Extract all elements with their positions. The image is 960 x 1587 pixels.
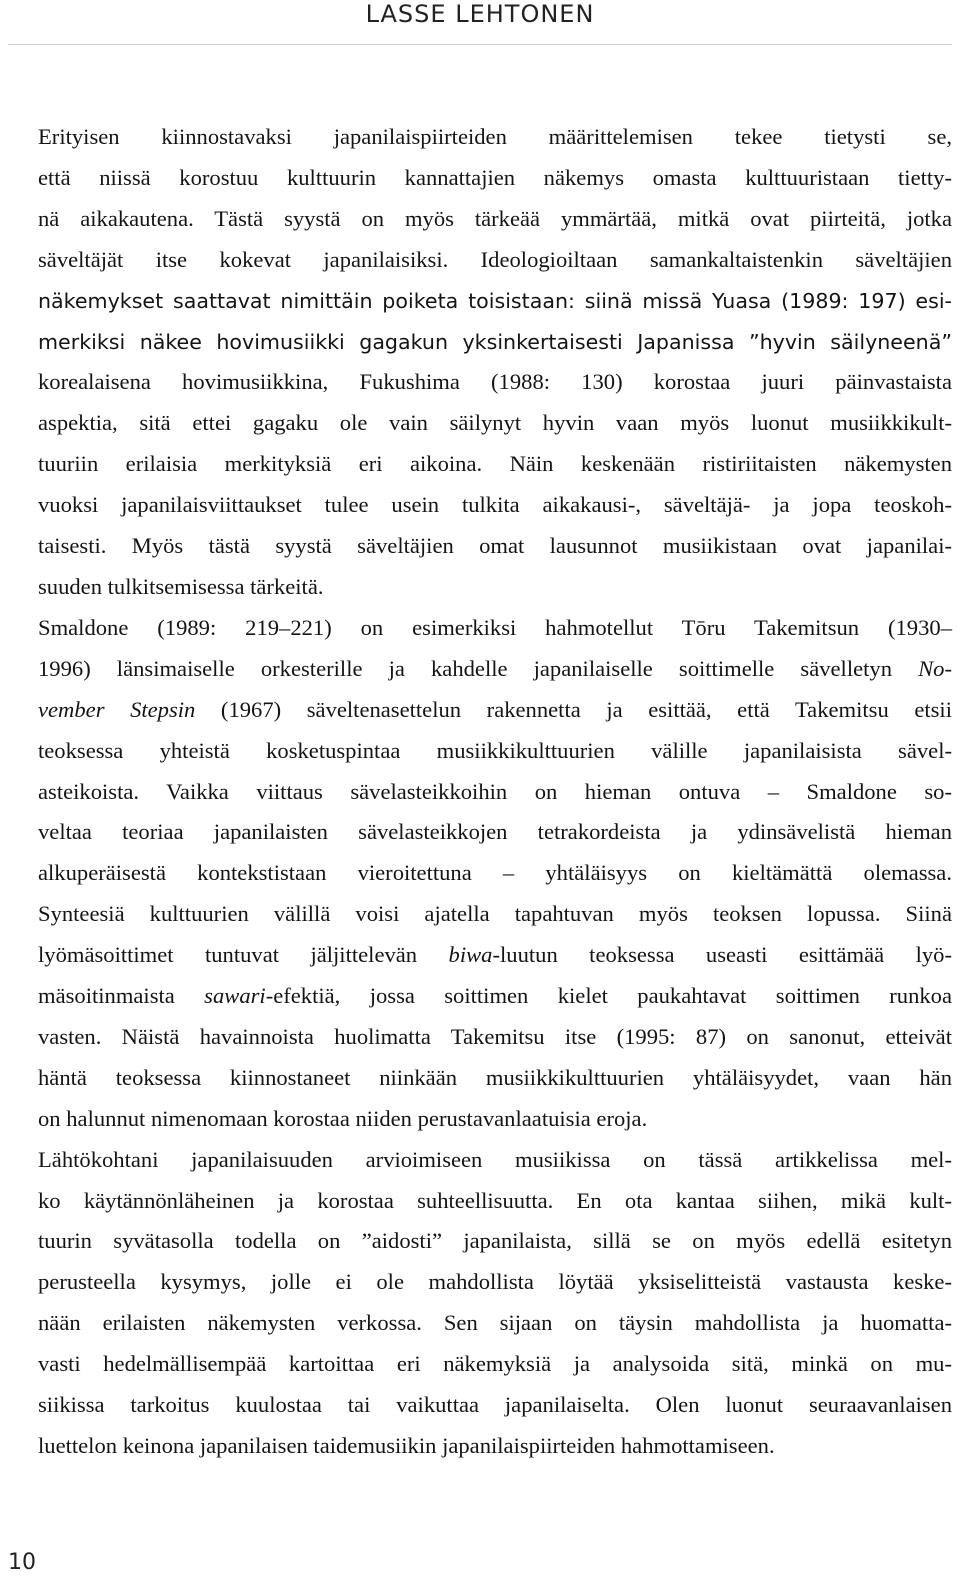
text-line: luettelon keinona japanilaisen taidemusiikin japanilaispiirteiden hahmottamiseen. [38,1433,775,1458]
text-line: suuden tulkitsemisessa tärkeitä. [38,573,324,599]
header-rule [8,44,952,45]
text-line: korealaisena hovimusiikkina, Fukushima (1988: 130) korostaa juuri päinvastaista [38,369,952,395]
text-line: veltaa teoriaa japanilaisten sävelasteikkojen tetrakordeista ja ydinsävelistä hieman [38,819,952,845]
text-line: lyömäsoittimet tuntuvat jäljittelevän biwa-luutun teoksessa useasti esittämää lyö- [38,942,952,968]
text-line: Erityisen kiinnostavaksi japanilaispiirteiden määrittelemisen tekee tietysti se, [38,124,952,149]
paragraph-2 [8,608,952,1140]
page-number: 10 [8,1550,36,1575]
text-line: perusteella kysymys, jolle ei ole mahdollista löytää yksiselitteistä vastausta keske- [38,1269,952,1295]
text-line: merkiksi näkee hovimusiikki gagakun yksinkertaisesti Japanissa ”hyvin säilyneenä” [38,329,952,354]
text-line: vasten. Näistä havainnoista huolimatta Takemitsu itse (1995: 87) on sanonut, etteivät [38,1023,952,1049]
text-line: näkemykset saattavat nimittäin poiketa toisistaan: siinä missä Yuasa (1989: 197) esi- [38,288,952,313]
paragraph-1 [8,117,952,608]
text-line: häntä teoksessa kiinnostaneet niinkään musiikkikulttuurien yhtäläisyydet, vaan hän [38,1064,952,1090]
text-line: teoksessa yhteistä kosketuspintaa musiikkikulttuurien välille japanilaisista sävel- [38,737,952,763]
text-line: alkuperäisestä kontekstistaan vieroitettuna – yhtäläisyys on kieltämättä olemassa. [38,860,952,886]
body-text [8,117,952,1467]
text-line: säveltäjät itse kokevat japanilaisiksi. Ideologioiltaan samankaltaistenkin säveltäjien [38,246,952,272]
text-line: nä aikakautena. Tästä syystä on myös tärkeää ymmärtää, mitkä ovat piirteitä, jotka [38,205,952,231]
text-line: tuurin syvätasolla todella on ”aidosti” japanilaista, sillä se on myös edellä esitetyn [38,1228,952,1254]
text-line: on halunnut nimenomaan korostaa niiden perustavanlaatuisia eroja. [38,1105,648,1131]
text-line: Lähtökohtani japanilaisuuden arvioimiseen musiikissa on tässä artikkelissa mel- [38,1146,952,1172]
text-line: vuoksi japanilaisviittaukset tulee usein tulkita aikakausi-, säveltäjä- ja jopa teoskoh- [38,492,952,518]
text-line: että niissä korostuu kulttuurin kannattajien näkemys omasta kulttuuristaan tietty- [38,164,952,190]
text-line: ko käytännönläheinen ja korostaa suhteellisuutta. En ota kantaa siihen, mikä kult- [38,1187,952,1213]
text-line: vasti hedelmällisempää kartoittaa eri näkemyksiä ja analysoida sitä, minkä on mu- [38,1351,952,1377]
text-line: 1996) länsimaiselle orkesterille ja kahdelle japanilaiselle soittimelle sävelletyn No- [38,655,952,681]
running-head: LASSE LEHTONEN [365,0,595,28]
text-line: nään erilaisten näkemysten verkossa. Sen sijaan on täysin mahdollista ja huomatta- [38,1310,952,1336]
text-line: mäsoitinmaista sawari-efektiä, jossa soittimen kielet paukahtavat soittimen runkoa [38,983,952,1009]
text-line: aspektia, sitä ettei gagaku ole vain säilynyt hyvin vaan myös luonut musiikkikult- [38,410,952,436]
text-line: taisesti. Myös tästä syystä säveltäjien omat lausunnot musiikistaan ovat japanilai- [38,533,952,559]
text-line: Smaldone (1989: 219–221) on esimerkiksi hahmotellut Tōru Takemitsun (1930– [38,614,952,640]
paragraph-3 [8,1140,952,1467]
text-line: Synteesiä kulttuurien välillä voisi ajatella tapahtuvan myös teoksen lopussa. Siinä [38,901,952,927]
text-line: tuuriin erilaisia merkityksiä eri aikoina. Näin keskenään ristiriitaisten näkemysten [38,451,952,477]
text-line: asteikoista. Vaikka viittaus sävelasteikkoihin on hieman ontuva – Smaldone so- [38,778,952,804]
text-line: vember Stepsin (1967) säveltenasettelun rakennetta ja esittää, että Takemitsu etsii [38,696,952,722]
text-line: siikissa tarkoitus kuulostaa tai vaikuttaa japanilaiselta. Olen luonut seuraavanlaisen [38,1392,952,1418]
